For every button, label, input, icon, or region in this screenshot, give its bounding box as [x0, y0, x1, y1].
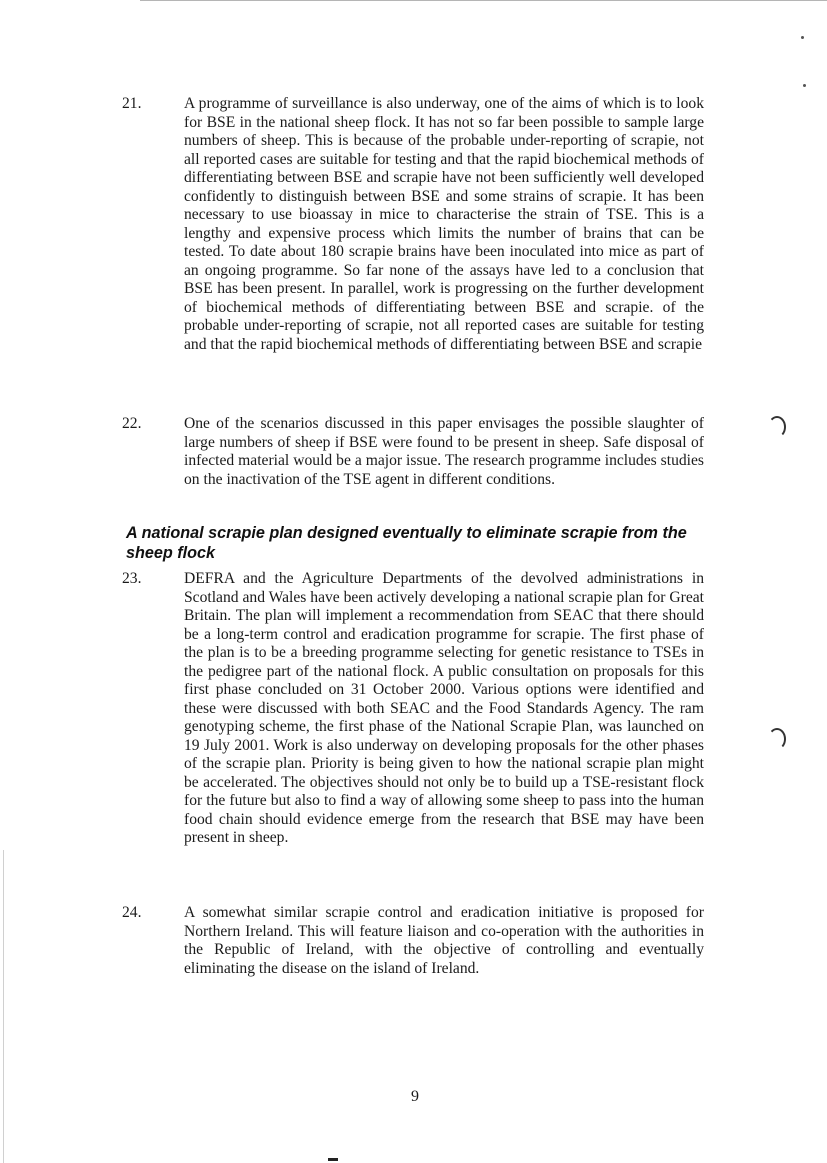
paragraph-number: 22. — [122, 415, 142, 432]
paragraph-number: 21. — [122, 95, 142, 112]
punch-hole-mark — [768, 728, 786, 750]
page-number: 9 — [411, 1088, 419, 1105]
paragraph-21 — [122, 95, 704, 354]
scan-edge-left — [3, 850, 4, 1163]
paragraph-number: 24. — [122, 904, 142, 921]
paragraph-24 — [122, 904, 704, 978]
scan-edge-top — [140, 0, 827, 1]
paragraph-number: 23. — [122, 570, 142, 587]
paragraph-text: A somewhat similar scrapie control and eradication initiative is proposed for Northern Ireland. This will feature liaison and co-operation with the authorities in the Republic of Ireland, with the objective of controlling and eventually eliminating the disease on the island of Ireland. — [184, 904, 704, 977]
section-heading: A national scrapie plan designed eventually to eliminate scrapie from the sheep flock — [126, 524, 687, 562]
scan-speck — [801, 36, 804, 39]
paragraph-text: One of the scenarios discussed in this paper envisages the possible slaughter of large numbers of sheep if BSE were found to be present in sheep. Safe disposal of infected material would be a major issue. The research programme includes studies on the inactivation of the TSE agent in different conditions. — [184, 415, 704, 488]
scan-mark-bottom — [328, 1158, 338, 1161]
scan-speck — [803, 84, 806, 87]
paragraph-23 — [122, 570, 704, 848]
paragraph-22 — [122, 415, 704, 489]
paragraph-text: A programme of surveillance is also underway, one of the aims of which is to look for BSE in the national sheep flock. It has not so far been possible to sample large numbers of sheep. This is because of the probable under-reporting of scrapie, not all reported cases are suitable for testing and that the rapid biochemical methods of differentiating between BSE and scrapie have not been sufficiently well developed confidently to distinguish between BSE and some strains of scrapie. It has been necessary to use bioassay in mice to characterise the strain of TSE. This is a lengthy and expensive process which limits the number of brains that can be tested. To date about 180 scrapie brains have been inoculated into mice as part of an ongoing programme. So far none of the assays have led to a conclusion that BSE has been present. In parallel, work is progressing on the further development of biochemical methods of differentiating between BSE and scrapie. of the probable under-reporting of scrapie, not all reported cases are suitable for testing and that the rapid biochemical methods of differentiating between BSE and scrapie — [184, 95, 704, 353]
paragraph-text: DEFRA and the Agriculture Departments of the devolved administrations in Scotland and Wales have been actively developing a national scrapie plan for Great Britain. The plan will implement a recommendation from SEAC that there should be a long-term control and eradication programme for scrapie. The first phase of the plan is to be a breeding programme selecting for genetic resistance to TSEs in the pedigree part of the national flock. A public consultation on proposals for this first phase concluded on 31 October 2000. Various options were identified and these were discussed with both SEAC and the Food Standards Agency. The ram genotyping scheme, the first phase of the National Scrapie Plan, was launched on 19 July 2001. Work is also underway on developing proposals for the other phases of the scrapie plan. Priority is being given to how the national scrapie plan might be accelerated. The objectives should not only be to build up a TSE-resistant flock for the future but also to find a way of allowing some sheep to pass into the human food chain should evidence emerge from the research that BSE may have been present in sheep. — [184, 570, 704, 846]
punch-hole-mark — [768, 416, 786, 438]
